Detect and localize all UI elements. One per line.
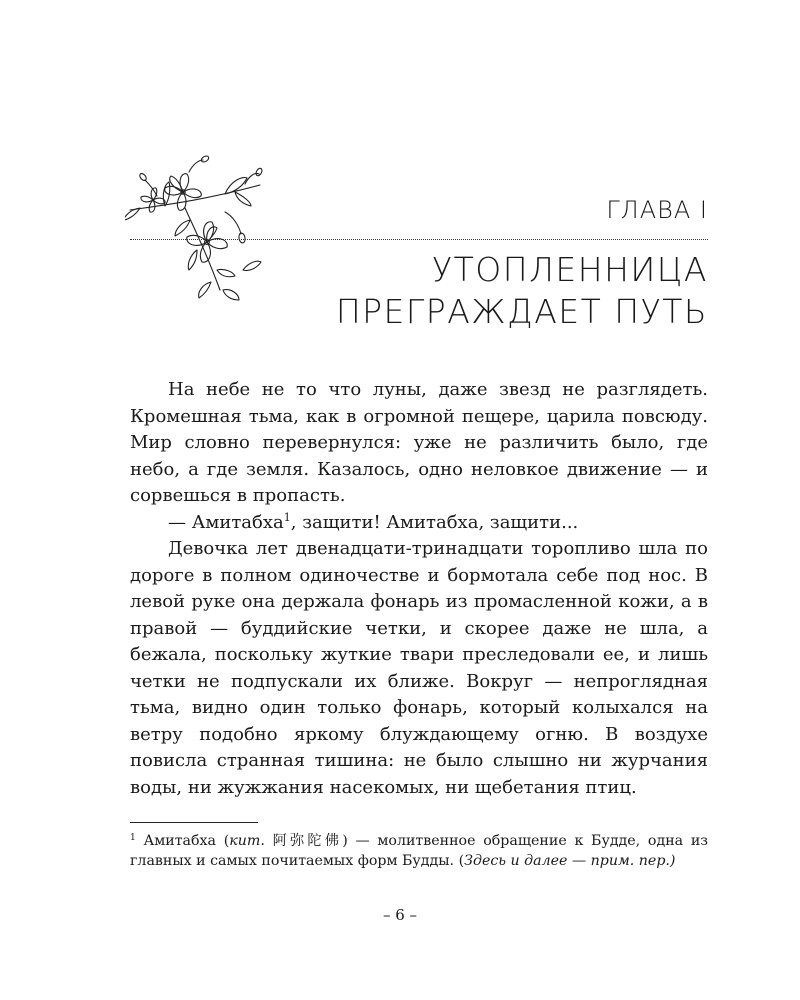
- dialogue-end: , защити! Амитабха, защити...: [290, 511, 579, 533]
- footnote-term: Амитабха (: [143, 833, 230, 849]
- paragraph-1: На небе не то что луны, даже звезд не разглядеть. Кромешная тьма, как в огромной пещере, царила повсюду. Мир словно перевернулся: уже не различить было, где небо, а где земля. Казалось, одно неловкое движение — и сорвешься в пропасть.: [130, 379, 708, 506]
- footnote-marker: 1: [130, 833, 136, 843]
- paragraph-3: Девочка лет двенадцати-тринадцати торопливо шла по дороге в полном одиночестве и бормотала себе под нос. В левой руке она держала фонарь из промасленной кожи, а в правой — буддийские четки, и скорее даже не шла, а бежала, поскольку жуткие твари преследовали ее, и лишь четки не подпускали их ближе. Вокруг — непроглядная тьма, видно один только фонарь, который колыхался на ветру подобно яркому блуждающему огню. В воздухе повисла странная тишина: не было слышно ни журчания воды, ни жужжания насекомых, ни щебетания птиц.: [130, 538, 708, 798]
- body-text: [130, 377, 708, 801]
- chapter-title: [336, 249, 708, 333]
- footnote-lang: кит.: [229, 833, 265, 849]
- chapter-title-line-2: ПРЕГРАЖДАЕТ ПУТЬ: [335, 292, 708, 331]
- chapter-label: ГЛАВА I: [606, 196, 708, 224]
- footnote-divider: [130, 822, 258, 823]
- footnote-chinese: 阿弥陀佛: [272, 833, 343, 849]
- floral-ornament-icon: [125, 150, 265, 305]
- chapter-title-line-1: УТОПЛЕННИЦА: [432, 250, 708, 289]
- page-number: – 6 –: [382, 906, 418, 924]
- paragraph-2: [130, 510, 708, 537]
- header-divider: [130, 239, 708, 240]
- footnote-ref[interactable]: 1: [283, 510, 291, 524]
- dialogue-start: — Амитабха: [168, 511, 284, 533]
- footnote: [130, 831, 708, 871]
- footnote-text: ) — молитвенное обращение к Будде, одна из главных и самых почитаемых форм Будды. (: [130, 833, 709, 869]
- footnote-translator-note: Здесь и далее — прим. пер.): [464, 853, 676, 869]
